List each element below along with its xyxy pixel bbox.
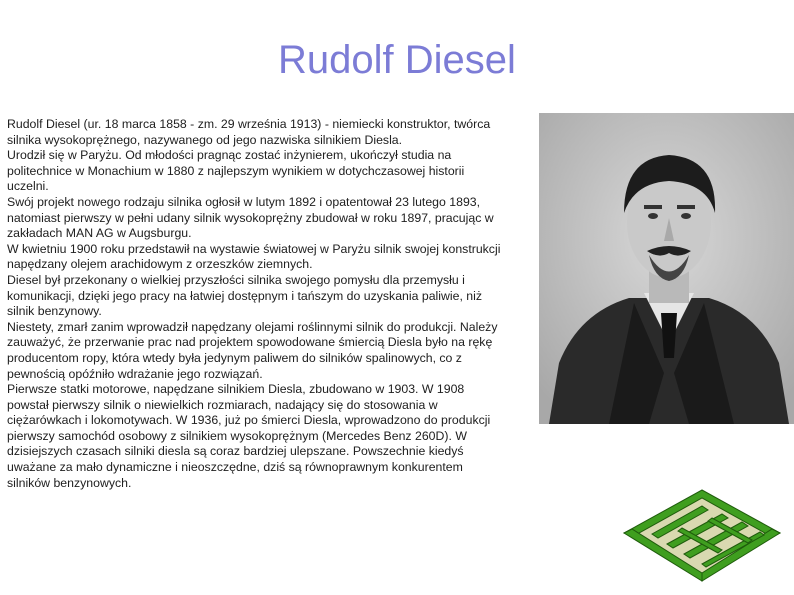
paragraph: Pierwsze statki motorowe, napędzane silnikiem Diesla, zbudowano w 1903. W 1908 powstał pierwszy silnik o niewielkich rozmiarach, nadający się do stosowania w ciężarówkach i lokomotywach. W 1936, już po śmierci Diesla, wprowadzono do produkcji pierwszy samochód osobowy z silnikiem wysokoprężnym (Mercedes Benz 260D). W dzisiejszych czasach silniki diesla są coraz bardziej ulepszane. Powszechnie kiedyś uważane za mało dynamiczne i nieoszczędne, dziś są równoprawnym konkurentem silników benzynowych.: [7, 382, 491, 490]
slide-title: Rudolf Diesel: [278, 38, 516, 82]
hedge-maze-clipart: [622, 488, 782, 583]
paragraph: Niestety, zmarł zanim wprowadził napędzany olejami roślinnymi silnik do produkcji. Należy zauważyć, że przerwanie prac nad projektem spowodowane śmiercią Diesla było na rękę producentom ropy, która wtedy była jedynym paliwem do silników spalinowych, co z pewnością opóźniło wdrażanie jego rozwiązań.: [7, 319, 498, 381]
paragraph: Urodził się w Paryżu. Od młodości pragnąc zostać inżynierem, ukończył studia na politechnice w Monachium w 1880 z najlepszym wynikiem w dotychczasowej historii uczelni.: [7, 148, 465, 194]
body-text: [7, 117, 507, 491]
paragraph: Rudolf Diesel (ur. 18 marca 1858 - zm. 29 września 1913) - niemiecki konstruktor, twórca silnika wysokoprężnego, nazywanego od jego nazwiska silnikiem Diesla.: [7, 117, 491, 147]
paragraph: W kwietniu 1900 roku przedstawił na wystawie światowej w Paryżu silnik swojej konstrukcji napędzany olejem arachidowym z orzeszków ziemnych.: [7, 241, 501, 272]
paragraph: Swój projekt nowego rodzaju silnika ogłosił w lutym 1892 i opatentował 23 lutego 1893, natomiast pierwszy w pełni udany silnik wysokoprężny zbudował w roku 1897, pracując w zakładach MAN AG w Augsburgu.: [7, 194, 494, 241]
portrait-photo: [539, 113, 794, 424]
paragraph: Diesel był przekonany o wielkiej przyszłości silnika swojego pomysłu dla przemysłu i komunikacji, dzięki jego pracy na łatwiej dostępnym i tańszym do uzyskania paliwie, niż silnik benzynowy.: [7, 272, 483, 319]
